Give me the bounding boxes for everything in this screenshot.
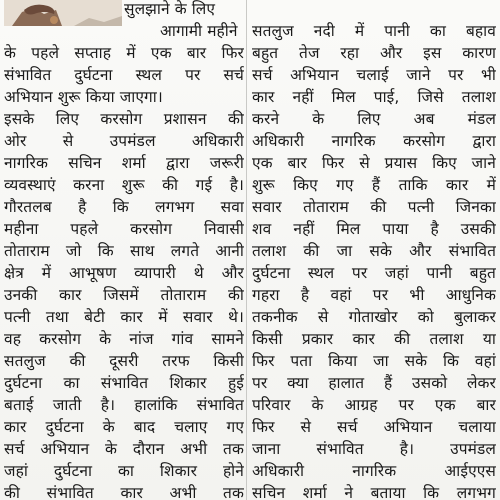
text-line: ओर से उपमंडल अधिकारी (4, 132, 244, 150)
text-line: परिवार के आग्रह पर एक बार (252, 396, 496, 414)
text-line: सतलुज नदी में पानी का बहाव (252, 22, 496, 40)
text-line: किसी प्रकार कार की तलाश या (252, 330, 496, 348)
text-line: सुलझाने के लिए (124, 0, 216, 18)
text-line: तोताराम जो कि साथ लगते आनी (4, 242, 244, 260)
text-line: कार दुर्घटना के बाद चलाए गए (4, 418, 244, 436)
text-line: अधिकारी नागरिक करसोग द्वारा (252, 132, 496, 150)
text-line: की संभावित कार अभी तक (4, 484, 244, 500)
text-line: सर्च अभियान के दौरान अभी तक (4, 440, 244, 458)
text-line: महीना पहले करसोग निवासी (4, 220, 244, 238)
text-line: सवार तोताराम की पत्नी जिनका (252, 198, 496, 216)
column-divider (246, 0, 247, 500)
text-line: कार नहीं मिल पाई, जिसे तलाश (252, 88, 496, 106)
text-line: अधिकारी नागरिक आईएएस (252, 462, 496, 480)
text-line: वह करसोग के नांज गांव सामने (4, 330, 244, 348)
text-line: दुर्घटना स्थल पर जहां पानी बहुत (252, 264, 496, 282)
text-line: व्यवस्थाएं करना शुरू की गई है। (4, 176, 244, 194)
text-line: के पहले सप्ताह में एक बार फिर (4, 44, 244, 62)
text-line: फिर से सर्च अभियान चलाया (252, 418, 496, 436)
text-line: तलाश की जा सके और संभावित (252, 242, 496, 260)
text-line: बहुत तेज रहा और इस कारण (252, 44, 496, 62)
text-line: जहां दुर्घटना का शिकार होने (4, 462, 244, 480)
text-line: सचिन शर्मा ने बताया कि लगभग (252, 484, 496, 500)
text-line: नागरिक सचिन शर्मा द्वारा जरूरी (4, 154, 244, 172)
text-line: जाना संभावित है। उपमंडल (252, 440, 496, 458)
text-line: उनकी कार जिसमें तोताराम की (4, 286, 244, 304)
left-column (4, 0, 244, 500)
text-line: पर क्या हालात हैं उसको लेकर (252, 374, 496, 392)
text-line: करने के लिए अब मंडल (252, 110, 496, 128)
text-line: गौरतलब है कि लगभग सवा (4, 198, 244, 216)
text-line: एक बार फिर से प्रयास किए जाने (252, 154, 496, 172)
text-line: इसके लिए करसोग प्रशासन की (4, 110, 244, 128)
text-line: अभियान शुरू किया जाएगा। (4, 88, 163, 106)
text-line: तकनीक से गोताखोर को बुलाकर (252, 308, 496, 326)
text-line: सतलुज की दूसरी तरफ किसी (4, 352, 244, 370)
text-line: शव नहीं मिल पाया है उसकी (252, 220, 496, 238)
text-line: पत्नी तथा बेटी कार में सवार थे। (4, 308, 244, 326)
right-column (252, 0, 496, 500)
text-line: दुर्घटना का संभावित शिकार हुई (4, 374, 244, 392)
text-line: संभावित दुर्घटना स्थल पर सर्च (4, 66, 244, 84)
text-line: शुरू किए गए हैं ताकि कार में (252, 176, 496, 194)
text-line: आगामी महीने (160, 22, 238, 40)
text-line: गहरा है वहां पर भी आधुनिक (252, 286, 496, 304)
text-line: बताई जाती है। हालांकि संभावित (4, 396, 244, 414)
text-line: सर्च अभियान चलाई जाने पर भी (252, 66, 496, 84)
text-line: क्षेत्र में आभूषण व्यापारी थे और (4, 264, 244, 282)
text-line: फिर पता किया जा सके कि वहां (252, 352, 496, 370)
